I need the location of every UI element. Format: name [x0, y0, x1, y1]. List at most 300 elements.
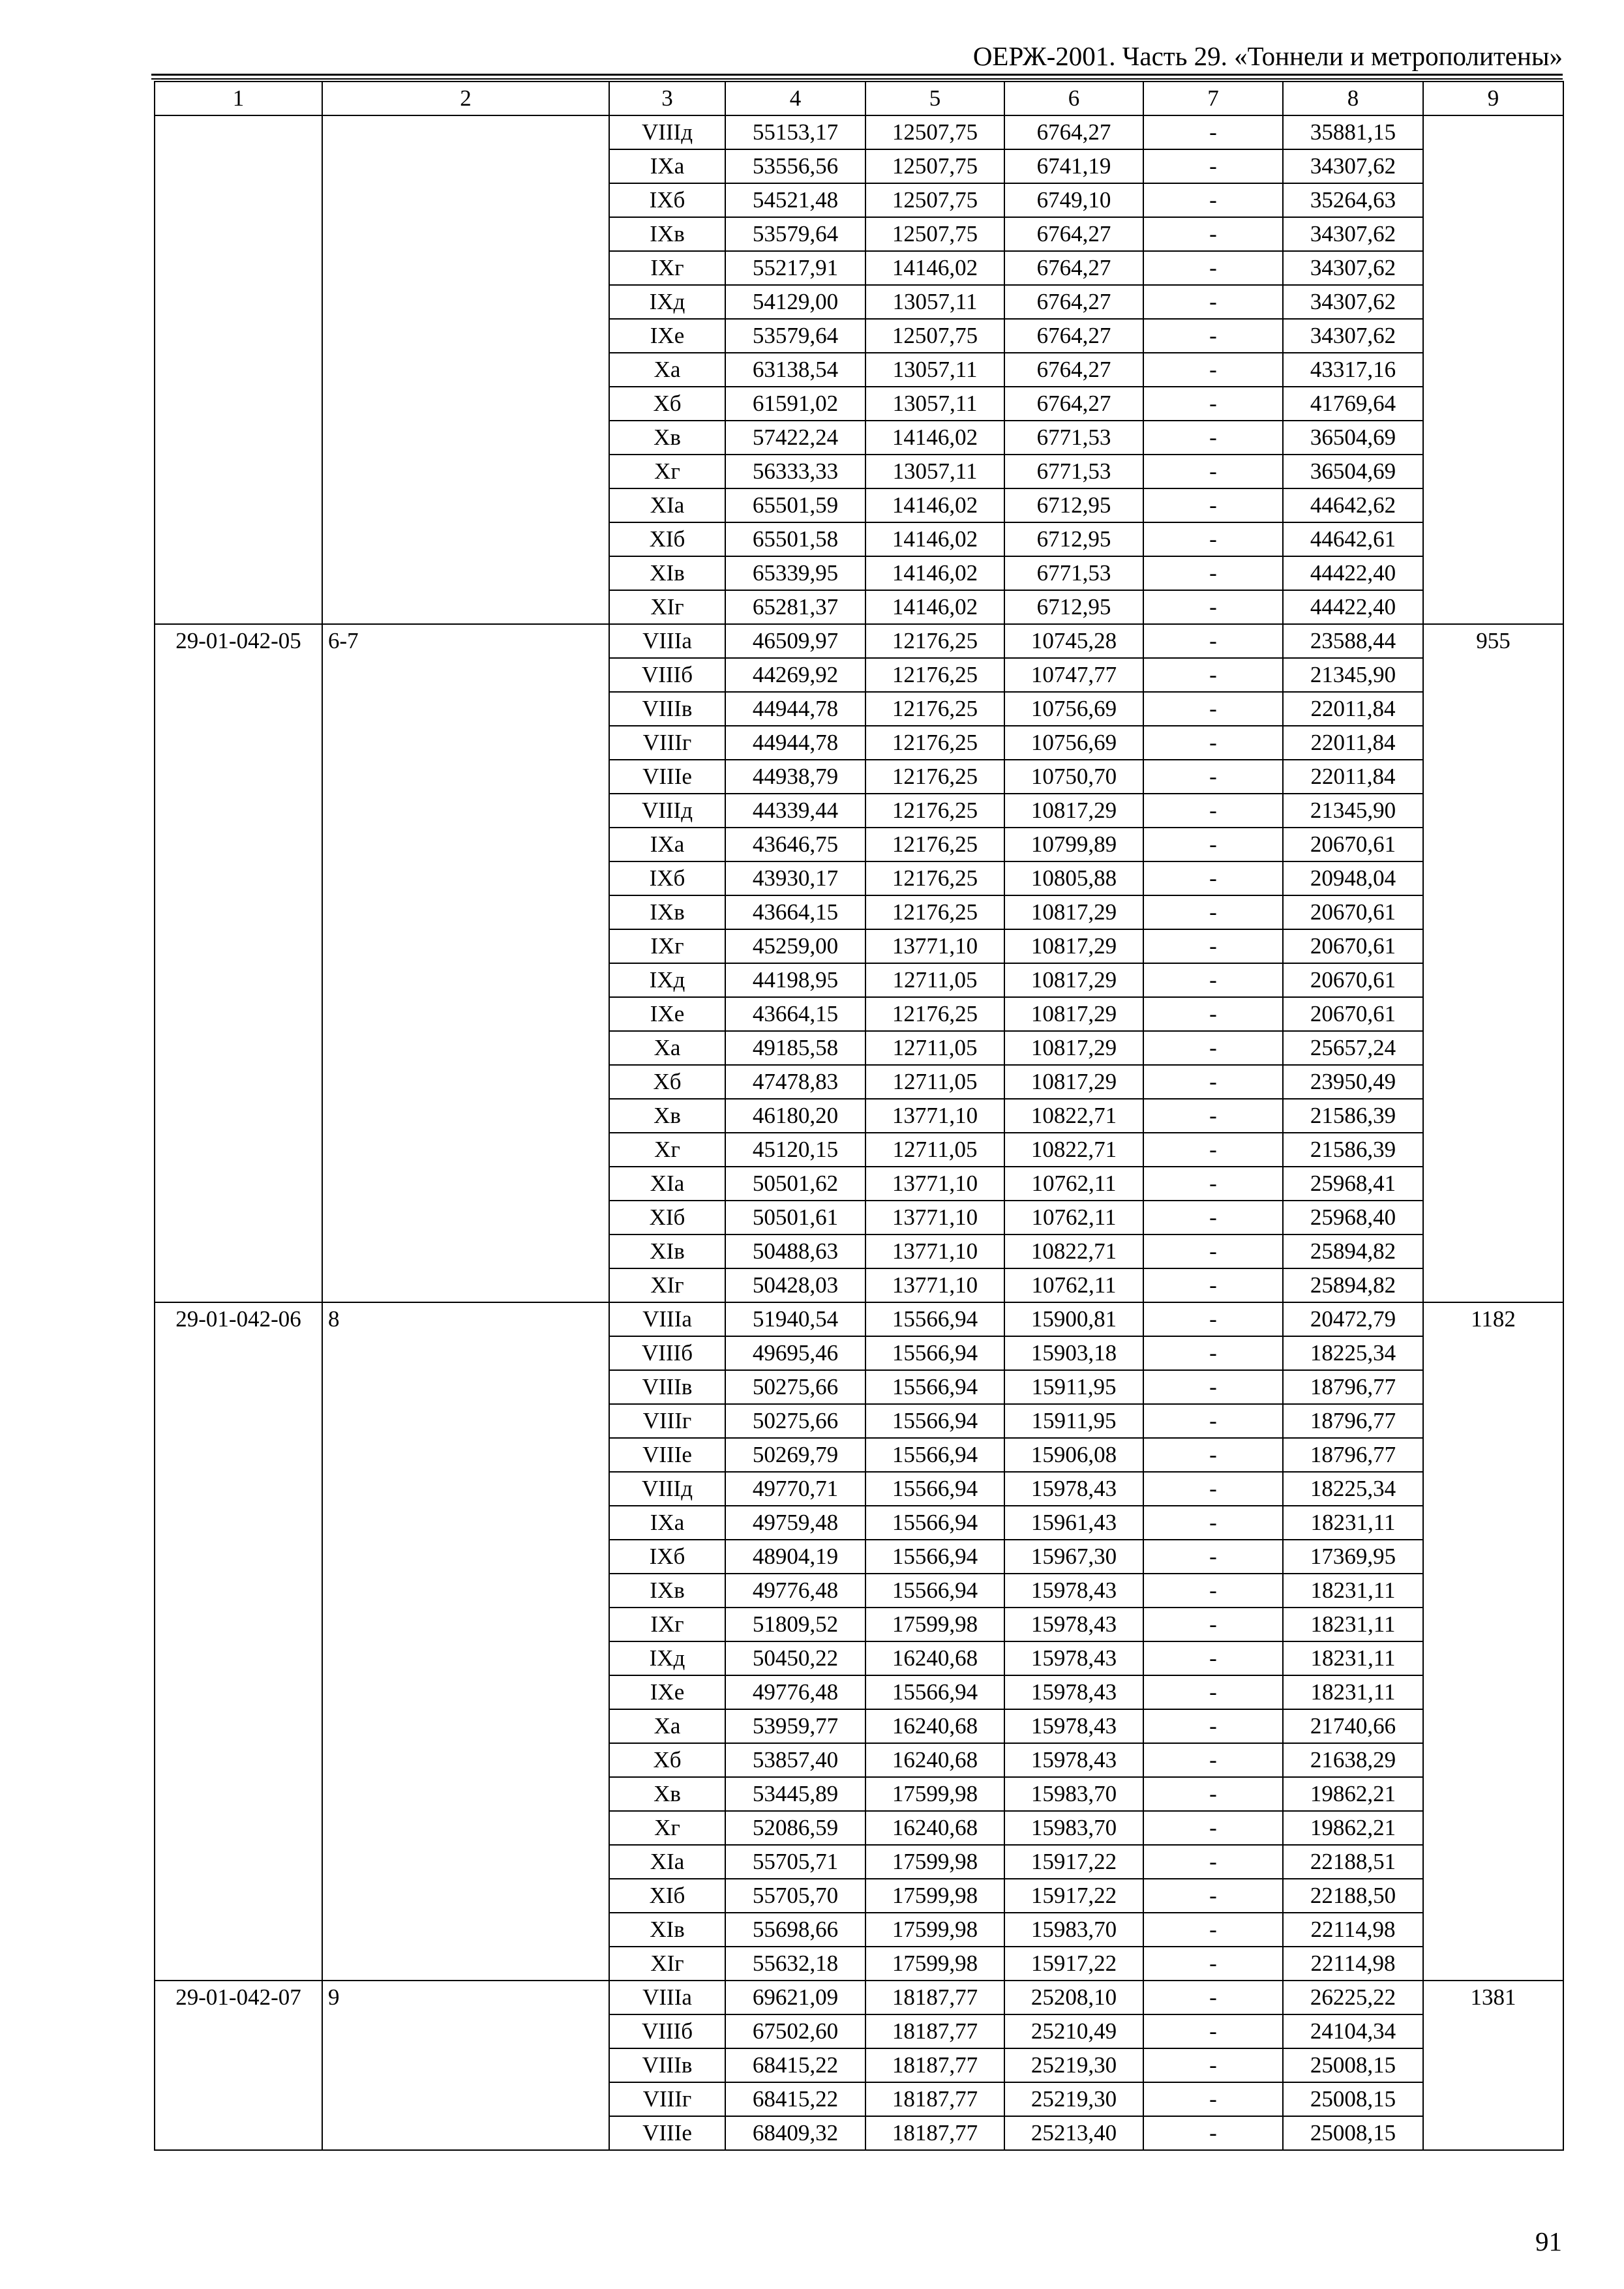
rate-class-cell: Xб — [609, 1065, 725, 1099]
rate-class-cell: VIIIв — [609, 1370, 725, 1404]
materials-cost-cell: 18231,11 — [1283, 1608, 1423, 1641]
materials-cost-cell: 25894,82 — [1283, 1234, 1423, 1268]
materials-cost-cell: 19862,21 — [1283, 1777, 1423, 1811]
total-cost-cell: 55632,18 — [725, 1947, 865, 1981]
machine-cost-cell: 10817,29 — [1004, 1065, 1143, 1099]
materials-cost-cell: 21586,39 — [1283, 1133, 1423, 1167]
rate-class-cell: VIIIг — [609, 726, 725, 760]
total-cost-cell: 50269,79 — [725, 1438, 865, 1472]
materials-cost-cell: 18225,34 — [1283, 1472, 1423, 1506]
machine-cost-cell: 15983,70 — [1004, 1913, 1143, 1947]
labor-cost-cell: 15566,94 — [865, 1675, 1004, 1709]
total-cost-cell: 50501,62 — [725, 1167, 865, 1201]
machine-cost-cell: 25208,10 — [1004, 1981, 1143, 2014]
machine-cost-cell: 10822,71 — [1004, 1234, 1143, 1268]
drivers-wage-cell: - — [1143, 1981, 1283, 2014]
materials-cost-cell: 20670,61 — [1283, 895, 1423, 929]
total-cost-cell: 54129,00 — [725, 285, 865, 319]
machine-cost-cell: 25219,30 — [1004, 2082, 1143, 2116]
total-cost-cell: 61591,02 — [725, 387, 865, 421]
rate-class-cell: XIг — [609, 1947, 725, 1981]
total-cost-cell: 55705,70 — [725, 1879, 865, 1913]
drivers-wage-cell: - — [1143, 1201, 1283, 1234]
column-number: 2 — [322, 82, 609, 115]
machine-cost-cell: 6712,95 — [1004, 488, 1143, 522]
total-cost-cell: 55705,71 — [725, 1845, 865, 1879]
drivers-wage-cell: - — [1143, 556, 1283, 590]
machine-cost-cell: 15900,81 — [1004, 1302, 1143, 1336]
column-number: 4 — [725, 82, 865, 115]
drivers-wage-cell: - — [1143, 794, 1283, 828]
labor-cost-cell: 13771,10 — [865, 1234, 1004, 1268]
table-row — [155, 1302, 1563, 1336]
rate-code-cell — [155, 115, 322, 624]
machine-cost-cell: 15978,43 — [1004, 1472, 1143, 1506]
rate-code-cell: 29-01-042-06 — [155, 1302, 322, 1981]
labor-cost-cell: 15566,94 — [865, 1302, 1004, 1336]
rate-class-cell: XIa — [609, 1845, 725, 1879]
total-cost-cell: 50488,63 — [725, 1234, 865, 1268]
total-cost-cell: 65501,59 — [725, 488, 865, 522]
labor-cost-cell: 16240,68 — [865, 1641, 1004, 1675]
drivers-wage-cell: - — [1143, 1506, 1283, 1540]
total-cost-cell: 50501,61 — [725, 1201, 865, 1234]
machine-cost-cell: 15978,43 — [1004, 1608, 1143, 1641]
total-cost-cell: 68415,22 — [725, 2048, 865, 2082]
drivers-wage-cell: - — [1143, 2116, 1283, 2150]
rate-class-cell: XIб — [609, 522, 725, 556]
count-cell: 1381 — [1423, 1981, 1563, 2150]
total-cost-cell: 56333,33 — [725, 455, 865, 488]
machine-cost-cell: 10762,11 — [1004, 1268, 1143, 1302]
materials-cost-cell: 34307,62 — [1283, 251, 1423, 285]
total-cost-cell: 53579,64 — [725, 319, 865, 353]
labor-cost-cell: 13771,10 — [865, 929, 1004, 963]
machine-cost-cell: 10822,71 — [1004, 1099, 1143, 1133]
total-cost-cell: 43646,75 — [725, 828, 865, 861]
drivers-wage-cell: - — [1143, 726, 1283, 760]
column-number: 7 — [1143, 82, 1283, 115]
total-cost-cell: 55153,17 — [725, 115, 865, 149]
materials-cost-cell: 25008,15 — [1283, 2116, 1423, 2150]
total-cost-cell: 51940,54 — [725, 1302, 865, 1336]
drivers-wage-cell: - — [1143, 2048, 1283, 2082]
total-cost-cell: 51809,52 — [725, 1608, 865, 1641]
machine-cost-cell: 15978,43 — [1004, 1709, 1143, 1743]
materials-cost-cell: 18796,77 — [1283, 1370, 1423, 1404]
materials-cost-cell: 25008,15 — [1283, 2082, 1423, 2116]
drivers-wage-cell: - — [1143, 251, 1283, 285]
header-rule — [151, 74, 1563, 76]
machine-cost-cell: 10817,29 — [1004, 929, 1143, 963]
drivers-wage-cell: - — [1143, 1167, 1283, 1201]
rate-class-cell: VIIIд — [609, 794, 725, 828]
materials-cost-cell: 20670,61 — [1283, 963, 1423, 997]
materials-cost-cell: 23588,44 — [1283, 624, 1423, 658]
drivers-wage-cell: - — [1143, 760, 1283, 794]
materials-cost-cell: 34307,62 — [1283, 319, 1423, 353]
materials-cost-cell: 36504,69 — [1283, 421, 1423, 455]
machine-cost-cell: 10750,70 — [1004, 760, 1143, 794]
machine-cost-cell: 6771,53 — [1004, 455, 1143, 488]
rate-class-cell: Xг — [609, 1811, 725, 1845]
machine-cost-cell: 15983,70 — [1004, 1811, 1143, 1845]
materials-cost-cell: 44642,61 — [1283, 522, 1423, 556]
total-cost-cell: 44269,92 — [725, 658, 865, 692]
machine-cost-cell: 15961,43 — [1004, 1506, 1143, 1540]
total-cost-cell: 49776,48 — [725, 1574, 865, 1608]
drivers-wage-cell: - — [1143, 1641, 1283, 1675]
rate-class-cell: VIIIг — [609, 1404, 725, 1438]
drivers-wage-cell: - — [1143, 1031, 1283, 1065]
materials-cost-cell: 34307,62 — [1283, 217, 1423, 251]
drivers-wage-cell: - — [1143, 522, 1283, 556]
labor-cost-cell: 14146,02 — [865, 590, 1004, 624]
materials-cost-cell: 44642,62 — [1283, 488, 1423, 522]
labor-cost-cell: 17599,98 — [865, 1947, 1004, 1981]
labor-cost-cell: 15566,94 — [865, 1370, 1004, 1404]
rate-class-cell: VIIIa — [609, 624, 725, 658]
materials-cost-cell: 21638,29 — [1283, 1743, 1423, 1777]
labor-cost-cell: 12176,25 — [865, 861, 1004, 895]
machine-cost-cell: 6749,10 — [1004, 183, 1143, 217]
labor-cost-cell: 15566,94 — [865, 1540, 1004, 1574]
total-cost-cell: 50428,03 — [725, 1268, 865, 1302]
rate-class-cell: XIг — [609, 590, 725, 624]
labor-cost-cell: 12176,25 — [865, 997, 1004, 1031]
column-number: 1 — [155, 82, 322, 115]
rate-class-cell: VIIIa — [609, 1302, 725, 1336]
labor-cost-cell: 12711,05 — [865, 963, 1004, 997]
materials-cost-cell: 34307,62 — [1283, 285, 1423, 319]
column-number: 8 — [1283, 82, 1423, 115]
labor-cost-cell: 16240,68 — [865, 1811, 1004, 1845]
drivers-wage-cell: - — [1143, 658, 1283, 692]
rate-class-cell: IXe — [609, 319, 725, 353]
drivers-wage-cell: - — [1143, 1065, 1283, 1099]
machine-cost-cell: 25210,49 — [1004, 2014, 1143, 2048]
drivers-wage-cell: - — [1143, 1743, 1283, 1777]
labor-cost-cell: 12507,75 — [865, 319, 1004, 353]
total-cost-cell: 49185,58 — [725, 1031, 865, 1065]
machine-cost-cell: 15978,43 — [1004, 1743, 1143, 1777]
total-cost-cell: 49695,46 — [725, 1336, 865, 1370]
labor-cost-cell: 12711,05 — [865, 1133, 1004, 1167]
machine-cost-cell: 10745,28 — [1004, 624, 1143, 658]
rate-class-cell: XIa — [609, 1167, 725, 1201]
rate-class-cell: VIIIб — [609, 658, 725, 692]
materials-cost-cell: 21345,90 — [1283, 794, 1423, 828]
machine-cost-cell: 15906,08 — [1004, 1438, 1143, 1472]
rate-class-cell: IXa — [609, 149, 725, 183]
labor-cost-cell: 18187,77 — [865, 2048, 1004, 2082]
materials-cost-cell: 34307,62 — [1283, 149, 1423, 183]
rate-class-cell: Xa — [609, 353, 725, 387]
labor-cost-cell: 14146,02 — [865, 488, 1004, 522]
rate-class-cell: IXб — [609, 861, 725, 895]
total-cost-cell: 46509,97 — [725, 624, 865, 658]
rate-class-cell: Xв — [609, 1099, 725, 1133]
materials-cost-cell: 20472,79 — [1283, 1302, 1423, 1336]
total-cost-cell: 50450,22 — [725, 1641, 865, 1675]
rate-class-cell: Xб — [609, 1743, 725, 1777]
materials-cost-cell: 23950,49 — [1283, 1065, 1423, 1099]
rate-class-cell: IXe — [609, 1675, 725, 1709]
materials-cost-cell: 25008,15 — [1283, 2048, 1423, 2082]
materials-cost-cell: 22011,84 — [1283, 760, 1423, 794]
materials-cost-cell: 36504,69 — [1283, 455, 1423, 488]
page-number: 91 — [1535, 2226, 1562, 2256]
materials-cost-cell: 22188,51 — [1283, 1845, 1423, 1879]
materials-cost-cell: 25968,40 — [1283, 1201, 1423, 1234]
rate-class-cell: XIг — [609, 1268, 725, 1302]
total-cost-cell: 65501,58 — [725, 522, 865, 556]
materials-cost-cell: 18231,11 — [1283, 1506, 1423, 1540]
materials-cost-cell: 18796,77 — [1283, 1404, 1423, 1438]
labor-cost-cell: 17599,98 — [865, 1913, 1004, 1947]
materials-cost-cell: 20670,61 — [1283, 929, 1423, 963]
drivers-wage-cell: - — [1143, 421, 1283, 455]
materials-cost-cell: 21740,66 — [1283, 1709, 1423, 1743]
materials-cost-cell: 41769,64 — [1283, 387, 1423, 421]
prices-table — [154, 81, 1564, 2151]
rate-class-cell: Xв — [609, 421, 725, 455]
machine-cost-cell: 25213,40 — [1004, 2116, 1143, 2150]
rate-code-cell: 29-01-042-05 — [155, 624, 322, 1302]
drivers-wage-cell: - — [1143, 1540, 1283, 1574]
drivers-wage-cell: - — [1143, 1913, 1283, 1947]
total-cost-cell: 43664,15 — [725, 895, 865, 929]
rate-class-cell: IXa — [609, 1506, 725, 1540]
rate-class-cell: IXг — [609, 929, 725, 963]
labor-cost-cell: 15566,94 — [865, 1506, 1004, 1540]
labor-cost-cell: 13771,10 — [865, 1201, 1004, 1234]
machine-cost-cell: 6764,27 — [1004, 115, 1143, 149]
drivers-wage-cell: - — [1143, 285, 1283, 319]
drivers-wage-cell: - — [1143, 861, 1283, 895]
total-cost-cell: 50275,66 — [725, 1404, 865, 1438]
drivers-wage-cell: - — [1143, 319, 1283, 353]
table-body — [155, 82, 1563, 2150]
total-cost-cell: 44944,78 — [725, 726, 865, 760]
machine-cost-cell: 15967,30 — [1004, 1540, 1143, 1574]
labor-cost-cell: 18187,77 — [865, 2116, 1004, 2150]
section-cell — [322, 115, 609, 624]
machine-cost-cell: 10817,29 — [1004, 794, 1143, 828]
total-cost-cell: 49770,71 — [725, 1472, 865, 1506]
machine-cost-cell: 15983,70 — [1004, 1777, 1143, 1811]
labor-cost-cell: 14146,02 — [865, 556, 1004, 590]
machine-cost-cell: 6771,53 — [1004, 421, 1143, 455]
machine-cost-cell: 10817,29 — [1004, 997, 1143, 1031]
labor-cost-cell: 12507,75 — [865, 115, 1004, 149]
labor-cost-cell: 18187,77 — [865, 2014, 1004, 2048]
rate-class-cell: XIб — [609, 1201, 725, 1234]
page-header-title: ОЕРЖ-2001. Часть 29. «Тоннели и метрополитены» — [972, 41, 1563, 71]
machine-cost-cell: 10747,77 — [1004, 658, 1143, 692]
drivers-wage-cell: - — [1143, 183, 1283, 217]
drivers-wage-cell: - — [1143, 1133, 1283, 1167]
total-cost-cell: 45259,00 — [725, 929, 865, 963]
labor-cost-cell: 17599,98 — [865, 1845, 1004, 1879]
total-cost-cell: 52086,59 — [725, 1811, 865, 1845]
total-cost-cell: 44944,78 — [725, 692, 865, 726]
labor-cost-cell: 16240,68 — [865, 1709, 1004, 1743]
drivers-wage-cell: - — [1143, 2082, 1283, 2116]
total-cost-cell: 50275,66 — [725, 1370, 865, 1404]
drivers-wage-cell: - — [1143, 353, 1283, 387]
labor-cost-cell: 12176,25 — [865, 658, 1004, 692]
materials-cost-cell: 43317,16 — [1283, 353, 1423, 387]
machine-cost-cell: 10817,29 — [1004, 1031, 1143, 1065]
rate-class-cell: VIIIд — [609, 115, 725, 149]
labor-cost-cell: 15566,94 — [865, 1336, 1004, 1370]
rate-class-cell: IXд — [609, 285, 725, 319]
materials-cost-cell: 21345,90 — [1283, 658, 1423, 692]
total-cost-cell: 55698,66 — [725, 1913, 865, 1947]
materials-cost-cell: 44422,40 — [1283, 556, 1423, 590]
rate-class-cell: VIIIв — [609, 692, 725, 726]
drivers-wage-cell: - — [1143, 1472, 1283, 1506]
count-cell: 1182 — [1423, 1302, 1563, 1981]
drivers-wage-cell: - — [1143, 1404, 1283, 1438]
rate-class-cell: Xв — [609, 1777, 725, 1811]
drivers-wage-cell: - — [1143, 1777, 1283, 1811]
rate-class-cell: VIIIa — [609, 1981, 725, 2014]
machine-cost-cell: 15903,18 — [1004, 1336, 1143, 1370]
labor-cost-cell: 12176,25 — [865, 828, 1004, 861]
labor-cost-cell: 12507,75 — [865, 217, 1004, 251]
total-cost-cell: 44339,44 — [725, 794, 865, 828]
drivers-wage-cell: - — [1143, 488, 1283, 522]
materials-cost-cell: 22114,98 — [1283, 1913, 1423, 1947]
labor-cost-cell: 15566,94 — [865, 1438, 1004, 1472]
machine-cost-cell: 15978,43 — [1004, 1641, 1143, 1675]
rate-class-cell: IXв — [609, 895, 725, 929]
labor-cost-cell: 13057,11 — [865, 455, 1004, 488]
total-cost-cell: 68415,22 — [725, 2082, 865, 2116]
rate-class-cell: IXe — [609, 997, 725, 1031]
total-cost-cell: 57422,24 — [725, 421, 865, 455]
labor-cost-cell: 13771,10 — [865, 1268, 1004, 1302]
materials-cost-cell: 18796,77 — [1283, 1438, 1423, 1472]
total-cost-cell: 45120,15 — [725, 1133, 865, 1167]
machine-cost-cell: 10805,88 — [1004, 861, 1143, 895]
rate-class-cell: XIб — [609, 1879, 725, 1913]
total-cost-cell: 65281,37 — [725, 590, 865, 624]
column-number: 5 — [865, 82, 1004, 115]
drivers-wage-cell: - — [1143, 1336, 1283, 1370]
materials-cost-cell: 25657,24 — [1283, 1031, 1423, 1065]
rate-class-cell: IXд — [609, 1641, 725, 1675]
drivers-wage-cell: - — [1143, 455, 1283, 488]
total-cost-cell: 53857,40 — [725, 1743, 865, 1777]
drivers-wage-cell: - — [1143, 1302, 1283, 1336]
machine-cost-cell: 15917,22 — [1004, 1879, 1143, 1913]
rate-class-cell: VIIIв — [609, 2048, 725, 2082]
total-cost-cell: 68409,32 — [725, 2116, 865, 2150]
machine-cost-cell: 6764,27 — [1004, 285, 1143, 319]
labor-cost-cell: 14146,02 — [865, 251, 1004, 285]
drivers-wage-cell: - — [1143, 692, 1283, 726]
labor-cost-cell: 13771,10 — [865, 1167, 1004, 1201]
rate-class-cell: Xг — [609, 455, 725, 488]
materials-cost-cell: 21586,39 — [1283, 1099, 1423, 1133]
materials-cost-cell: 25968,41 — [1283, 1167, 1423, 1201]
labor-cost-cell: 12176,25 — [865, 692, 1004, 726]
rate-class-cell: VIIIб — [609, 2014, 725, 2048]
machine-cost-cell: 6764,27 — [1004, 387, 1143, 421]
materials-cost-cell: 22114,98 — [1283, 1947, 1423, 1981]
rate-class-cell: IXб — [609, 1540, 725, 1574]
rate-class-cell: IXв — [609, 217, 725, 251]
materials-cost-cell: 18231,11 — [1283, 1641, 1423, 1675]
drivers-wage-cell: - — [1143, 590, 1283, 624]
machine-cost-cell: 10799,89 — [1004, 828, 1143, 861]
rate-class-cell: VIIIд — [609, 1472, 725, 1506]
total-cost-cell: 54521,48 — [725, 183, 865, 217]
total-cost-cell: 47478,83 — [725, 1065, 865, 1099]
drivers-wage-cell: - — [1143, 115, 1283, 149]
rate-class-cell: IXб — [609, 183, 725, 217]
drivers-wage-cell: - — [1143, 1947, 1283, 1981]
materials-cost-cell: 35264,63 — [1283, 183, 1423, 217]
materials-cost-cell: 22011,84 — [1283, 692, 1423, 726]
labor-cost-cell: 18187,77 — [865, 2082, 1004, 2116]
labor-cost-cell: 15566,94 — [865, 1404, 1004, 1438]
count-cell — [1423, 115, 1563, 624]
machine-cost-cell: 15917,22 — [1004, 1947, 1143, 1981]
drivers-wage-cell: - — [1143, 828, 1283, 861]
drivers-wage-cell: - — [1143, 1234, 1283, 1268]
drivers-wage-cell: - — [1143, 217, 1283, 251]
rate-class-cell: XIв — [609, 556, 725, 590]
column-number-row — [155, 82, 1563, 115]
materials-cost-cell: 26225,22 — [1283, 1981, 1423, 2014]
total-cost-cell: 65339,95 — [725, 556, 865, 590]
materials-cost-cell: 18231,11 — [1283, 1675, 1423, 1709]
labor-cost-cell: 13057,11 — [865, 387, 1004, 421]
total-cost-cell: 43664,15 — [725, 997, 865, 1031]
drivers-wage-cell: - — [1143, 997, 1283, 1031]
labor-cost-cell: 17599,98 — [865, 1608, 1004, 1641]
labor-cost-cell: 18187,77 — [865, 1981, 1004, 2014]
labor-cost-cell: 12507,75 — [865, 149, 1004, 183]
total-cost-cell: 53959,77 — [725, 1709, 865, 1743]
rate-class-cell: Xa — [609, 1031, 725, 1065]
header-rule-thin — [151, 78, 1563, 80]
rate-class-cell: IXг — [609, 251, 725, 285]
machine-cost-cell: 10817,29 — [1004, 963, 1143, 997]
total-cost-cell: 44198,95 — [725, 963, 865, 997]
total-cost-cell: 43930,17 — [725, 861, 865, 895]
column-number: 6 — [1004, 82, 1143, 115]
total-cost-cell: 44938,79 — [725, 760, 865, 794]
labor-cost-cell: 15566,94 — [865, 1574, 1004, 1608]
machine-cost-cell: 15917,22 — [1004, 1845, 1143, 1879]
materials-cost-cell: 24104,34 — [1283, 2014, 1423, 2048]
rate-class-cell: IXв — [609, 1574, 725, 1608]
machine-cost-cell: 15911,95 — [1004, 1404, 1143, 1438]
materials-cost-cell: 20948,04 — [1283, 861, 1423, 895]
total-cost-cell: 46180,20 — [725, 1099, 865, 1133]
rate-class-cell: VIIIб — [609, 1336, 725, 1370]
rate-class-cell: VIIIe — [609, 2116, 725, 2150]
labor-cost-cell: 12176,25 — [865, 895, 1004, 929]
labor-cost-cell: 15566,94 — [865, 1472, 1004, 1506]
machine-cost-cell: 10756,69 — [1004, 692, 1143, 726]
rate-class-cell: Xб — [609, 387, 725, 421]
